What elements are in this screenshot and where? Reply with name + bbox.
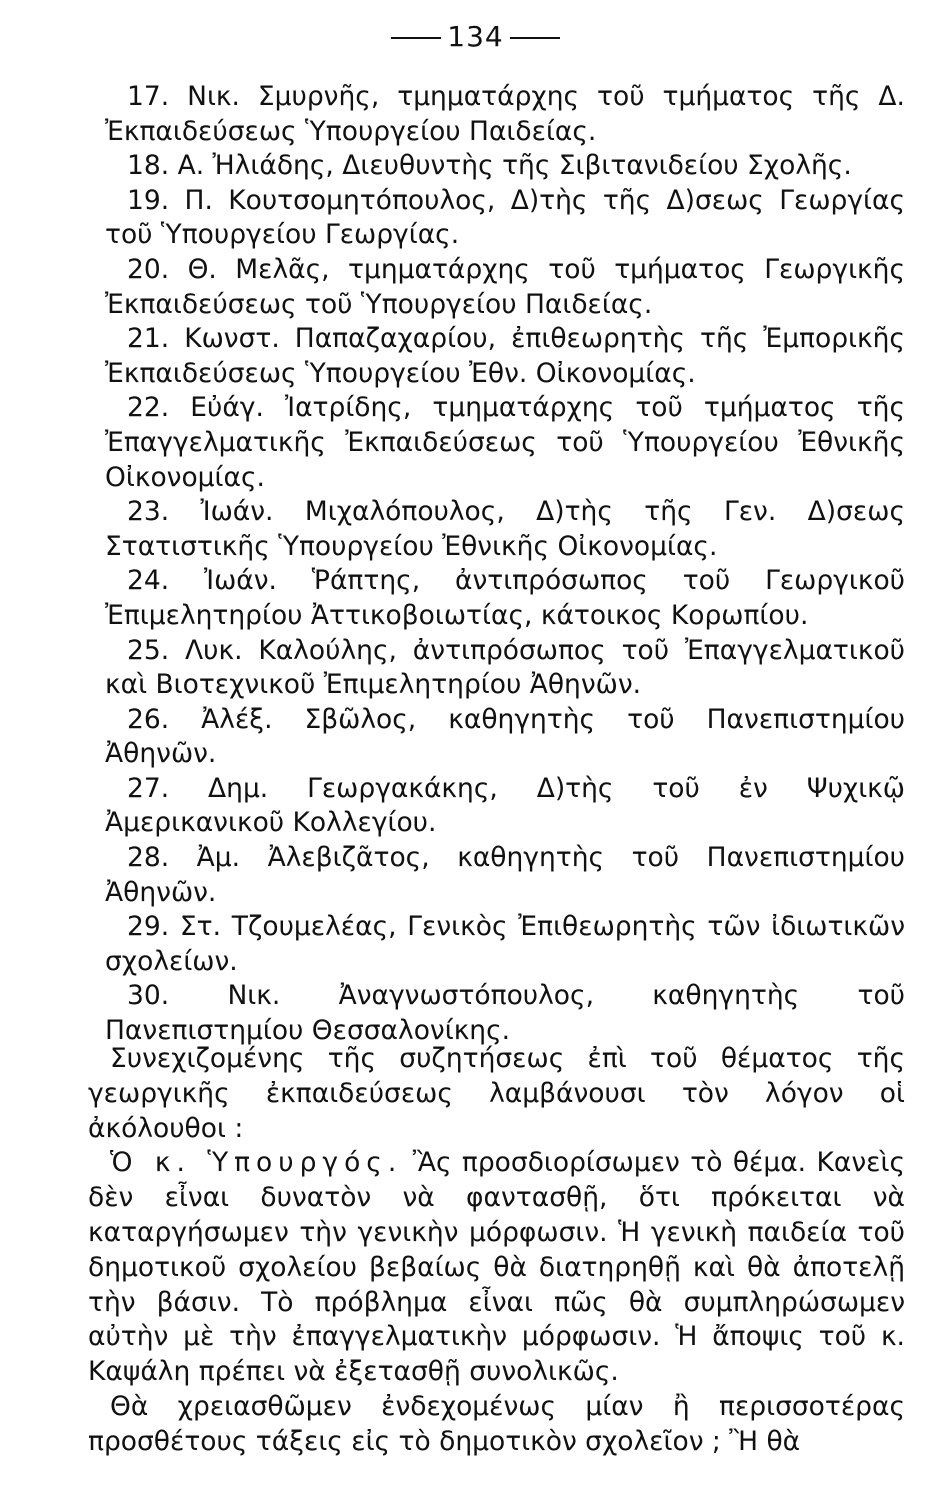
list-entry-22: 22. Εὐάγ. Ἰατρίδης, τμηματάρχης τοῦ τμήματος τῆς Ἐπαγγελματικῆς Ἐκπαιδεύσεως τοῦ Ὑπουργείου Ἐθνικῆς Οἰκονομίας.: [105, 392, 905, 493]
list-entry-30: 30. Νικ. Ἀναγνωστόπουλος, καθηγητὴς τοῦ Πανεπιστημίου Θεσσαλονίκης.: [105, 980, 905, 1047]
continuation-paragraph: Θὰ χρειασθῶμεν ἐνδεχομένως μίαν ἢ περισσοτέρας προσθέτους τάξεις εἰς τὸ δημοτικὸν σχολεῖον ; Ἢ θὰ: [88, 1390, 905, 1457]
minister-paragraph: [88, 1146, 905, 1390]
participant-list: [105, 80, 905, 1049]
discussion-section: [88, 1042, 905, 1460]
page-number-dash-right: [510, 37, 560, 39]
page-number-dash-left: [391, 37, 441, 39]
page-number-text: 134: [447, 20, 504, 53]
intro-paragraph: Συνεχιζομένης τῆς συζητήσεως ἐπὶ τοῦ θέματος τῆς γεωργικῆς ἐκπαιδεύσεως λαμβάνουσι τὸν λόγον οἱ ἀκόλουθοι :: [88, 1043, 905, 1144]
minister-speech: Ἂς προσδιορίσωμεν τὸ θέμα. Κανεὶς δὲν εἶναι δυνατὸν νὰ φαντασθῇ, ὅτι πρόκειται νὰ καταργήσωμεν τὴν γενικὴν μόρφωσιν. Ἡ γενικὴ παιδεία τοῦ δημοτικοῦ σχολείου βεβαίως θὰ διατηρηθῇ καὶ θὰ ἀποτελῇ τὴν βάσιν. Τὸ πρόβλημα εἶναι πῶς θὰ συμπληρώσωμεν αὐτὴν μὲ τὴν ἐπαγγελματικὴν μόρφωσιν. Ἡ ἄποψις τοῦ κ. Καψάλη πρέπει νὰ ἐξετασθῇ συνολικῶς.: [88, 1147, 906, 1388]
list-entry-27: 27. Δημ. Γεωργακάκης, Δ)τὴς τοῦ ἐν Ψυχικῷ Ἀμερικανικοῦ Κολλεγίου.: [105, 772, 905, 839]
list-entry-21: 21. Κωνστ. Παπαζαχαρίου, ἐπιθεωρητὴς τῆς Ἐμπορικῆς Ἐκπαιδεύσεως Ὑπουργείου Ἐθν. Οἰκονομίας.: [105, 323, 905, 389]
list-entry-28: 28. Ἀμ. Ἀλεβιζᾶτος, καθηγητὴς τοῦ Πανεπιστημίου Ἀθηνῶν.: [105, 842, 905, 908]
list-entry-23: 23. Ἰωάν. Μιχαλόπουλος, Δ)τὴς τῆς Γεν. Δ)σεως Στατιστικῆς Ὑπουργείου Ἐθνικῆς Οἰκονομίας.: [105, 496, 905, 562]
list-entry-17: 17. Νικ. Σμυρνῆς, τμηματάρχης τοῦ τμήματος τῆς Δ. Ἐκπαιδεύσεως Ὑπουργείου Παιδείας.: [105, 81, 905, 147]
list-entry-20: 20. Θ. Μελᾶς, τμηματάρχης τοῦ τμήματος Γεωργικῆς Ἐκπαιδεύσεως τοῦ Ὑπουργείου Παιδείας.: [105, 253, 905, 320]
list-entry-29: 29. Στ. Τζουμελέας, Γενικὸς Ἐπιθεωρητὴς τῶν ἰδιωτικῶν σχολείων.: [105, 911, 905, 977]
list-entry-25: 25. Λυκ. Καλούλης, ἀντιπρόσωπος τοῦ Ἐπαγγελματικοῦ καὶ Βιοτεχνικοῦ Ἐπιμελητηρίου Ἀθηνῶν.: [105, 634, 905, 701]
page-number: [0, 20, 951, 53]
list-entry-24: 24. Ἰωάν. Ῥάπτης, ἀντιπρόσωπος τοῦ Γεωργικοῦ Ἐπιμελητηρίου Ἀττικοβοιωτίας, κάτοικος Κορωπίου.: [105, 565, 905, 631]
list-entry-19: 19. Π. Κουτσομητόπουλος, Δ)τὴς τῆς Δ)σεως Γεωργίας τοῦ Ὑπουργείου Γεωργίας.: [105, 184, 905, 251]
list-entry-26: 26. Ἀλέξ. Σβῶλος, καθηγητὴς τοῦ Πανεπιστημίου Ἀθηνῶν.: [105, 703, 905, 770]
list-entry-18: 18. Α. Ἠλιάδης, Διευθυντὴς τῆς Σιβιτανιδείου Σχολῆς.: [127, 150, 852, 182]
speaker-name: Ὁ κ. Ὑπουργός.: [110, 1147, 403, 1179]
